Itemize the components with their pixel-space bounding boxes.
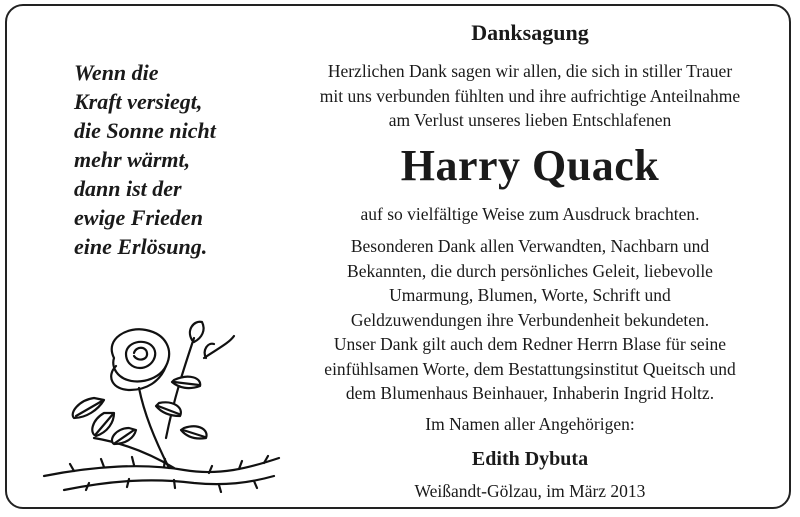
poem-line: dann ist der (74, 176, 182, 201)
thanks-line: dem Blumenhaus Beinhauer, Inhaberin Ingrid Holtz. (345, 383, 715, 403)
thanks-line: Unser Dank gilt auch dem Redner Herrn Blase für seine (333, 334, 727, 354)
poem-line: Kraft versiegt, (74, 89, 203, 114)
deceased-name: Harry Quack (400, 141, 660, 190)
thanks-line: einfühlsamen Worte, dem Bestattungsinstitut Queitsch und (324, 359, 736, 379)
rose-illustration-icon (34, 318, 284, 493)
thanks-line: Geldzuwendungen ihre Verbundenheit bekundeten. (350, 310, 710, 330)
intro-line: am Verlust unseres lieben Entschlafenen (388, 110, 672, 130)
thanks-line: Bekannten, die durch persönliches Geleit, liebevolle (347, 261, 713, 281)
intro-line: mit uns verbunden fühlten und ihre aufrichtige Anteilnahme (319, 86, 741, 106)
closing-line: Im Namen aller Angehörigen: (425, 414, 635, 434)
thanks-line: Umarmung, Blumen, Worte, Schrift und (389, 285, 671, 305)
poem-line: mehr wärmt, (74, 147, 191, 172)
after-name-line: auf so vielfältige Weise zum Ausdruck brachten. (360, 204, 700, 224)
notice-title: Danksagung (471, 20, 589, 45)
poem-line: die Sonne nicht (74, 118, 216, 143)
poem-line: Wenn die (74, 60, 159, 85)
poem (74, 58, 264, 261)
place-date: Weißandt-Gölzau, im März 2013 (414, 481, 646, 501)
poem-line: ewige Frieden (74, 205, 203, 230)
thanks-line: Besonderen Dank allen Verwandten, Nachbarn und (350, 236, 710, 256)
poem-line: eine Erlösung. (74, 234, 208, 259)
intro-line: Herzlichen Dank sagen wir allen, die sich in stiller Trauer (327, 61, 733, 81)
signer-name: Edith Dybuta (471, 448, 589, 470)
